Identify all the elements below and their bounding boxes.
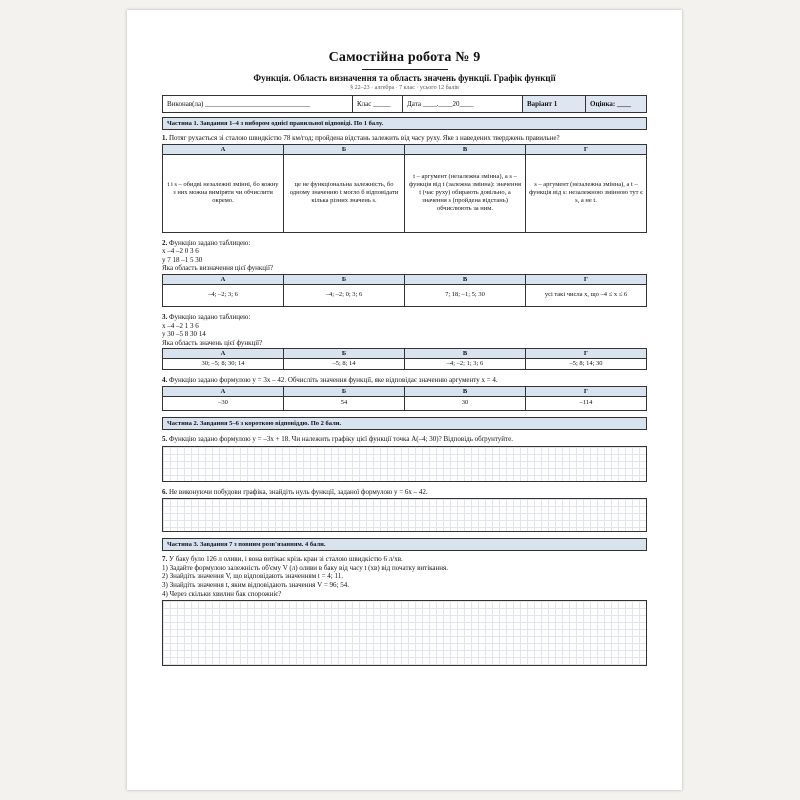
option-head-c: В <box>405 386 526 396</box>
option-b[interactable]: це не функціональна залежність, бо одному значенню t могло б відповідати кілька різних значень s. <box>284 154 405 232</box>
option-a[interactable]: 30; –5; 8; 30; 14 <box>163 359 284 370</box>
question-number: 3. <box>162 312 168 321</box>
question-number: 1. <box>162 134 168 142</box>
option-b[interactable]: –4; –2; 0; 3; 6 <box>284 284 405 306</box>
part-3-heading: Частина 3. Завдання 7 з повним розв'язанням. 4 бали. <box>162 538 647 551</box>
option-head-b: Б <box>284 386 405 396</box>
answer-table-1 <box>162 144 647 233</box>
option-head-d: Г <box>526 274 647 284</box>
question-number: 2. <box>162 238 168 247</box>
question-7 <box>162 555 647 564</box>
option-a[interactable]: –30 <box>163 396 284 410</box>
question-6 <box>162 488 647 497</box>
worksheet-page <box>127 10 682 790</box>
question-text: Функцію задано таблицею: <box>169 238 251 247</box>
option-c[interactable]: 30 <box>405 396 526 410</box>
option-b[interactable]: 54 <box>284 396 405 410</box>
answer-grid-6[interactable] <box>162 498 647 532</box>
answer-grid-5[interactable] <box>162 446 647 482</box>
option-head-a: А <box>163 144 284 154</box>
option-d[interactable]: –114 <box>526 396 647 410</box>
option-head-d: Г <box>526 386 647 396</box>
table-y-row: y 7 18 –1 5 30 <box>162 255 203 264</box>
question-text: Потяг рухається зі сталою швидкістю 78 км/год; пройдена відстань залежить від часу руху. Яке з наведених тверджень правильне? <box>169 134 560 142</box>
question-text: У баку було 126 л оливи, і вона витікає крізь кран зі сталою швидкістю 6 л/хв. <box>169 555 403 564</box>
option-head-b: Б <box>284 274 405 284</box>
answer-grid-7[interactable] <box>162 600 647 666</box>
part-2-heading: Частина 2. Завдання 5–6 з короткою відповіддю. По 2 бали. <box>162 417 647 430</box>
date-field[interactable]: Дата ____.____20____ <box>403 96 523 112</box>
option-b[interactable]: –5; 8; 14 <box>284 359 405 370</box>
table-x-row: x –4 –2 1 3 6 <box>162 321 199 330</box>
option-d[interactable]: s – аргумент (незалежна змінна), а t – функція від s: незалежною змінною тут є s, а не t. <box>526 154 647 232</box>
option-head-c: В <box>405 349 526 359</box>
option-d[interactable]: –5; 8; 14; 30 <box>526 359 647 370</box>
question-5 <box>162 435 647 444</box>
question-text: Не виконуючи побудови графіка, знайдіть нуль функції, заданої формулою y = 6x – 42. <box>169 487 428 496</box>
option-c[interactable]: 7; 18; –1; 5; 30 <box>405 284 526 306</box>
option-head-a: А <box>163 386 284 396</box>
question-prompt: Яка область значень цієї функції? <box>162 338 263 347</box>
subquestion-3: 3) Знайдіть значення t, яким відповідають значення V = 96; 54. <box>162 580 349 589</box>
worksheet-subtitle: Функція. Область визначення та область значень функції. Графік функції <box>253 73 556 83</box>
question-text: Функцію задано таблицею: <box>169 312 251 321</box>
student-name-field[interactable]: Виконав(ла) ______________________________ <box>163 96 353 112</box>
question-number: 7. <box>162 555 168 564</box>
option-c[interactable]: –4; –2; 1; 3; 6 <box>405 359 526 370</box>
question-number: 5. <box>162 434 168 443</box>
part-1-heading: Частина 1. Завдання 1–4 з вибором однієї правильної відповіді. По 1 балу. <box>162 117 647 130</box>
table-y-row: y 30 –5 8 30 14 <box>162 330 206 339</box>
option-d[interactable]: усі такі числа x, що –4 ≤ x ≤ 6 <box>526 284 647 306</box>
question-number: 6. <box>162 487 168 496</box>
question-prompt: Яка область визначення цієї функції? <box>162 264 274 273</box>
answer-table-4 <box>162 386 647 411</box>
class-field[interactable]: Клас _____ <box>353 96 403 112</box>
variant-label: Варіант 1 <box>523 96 586 112</box>
question-4 <box>162 376 647 385</box>
option-head-b: Б <box>284 349 405 359</box>
option-head-a: А <box>163 349 284 359</box>
answer-table-2 <box>162 274 647 307</box>
grade-field[interactable]: Оцінка: ____ <box>586 96 646 112</box>
option-head-c: В <box>405 144 526 154</box>
question-2 <box>162 239 647 248</box>
option-a[interactable]: t і s – обидві незалежні змінні, бо кожну з них можна виміряти чи обчислити окремо. <box>163 154 284 232</box>
answer-table-3 <box>162 348 647 370</box>
option-head-d: Г <box>526 349 647 359</box>
option-head-a: А <box>163 274 284 284</box>
subquestion-2: 2) Знайдіть значення V, що відповідають значенням t = 4; 11. <box>162 572 343 581</box>
worksheet-title: Самостійна робота № 9 <box>328 50 481 65</box>
title-underline <box>362 69 448 70</box>
worksheet-meta: § 22–23 · алгебра · 7 клас · усього 12 балів <box>350 85 459 91</box>
student-header <box>162 95 647 113</box>
option-head-c: В <box>405 274 526 284</box>
table-x-row: x –4 –2 0 3 6 <box>162 247 199 256</box>
question-1 <box>162 134 647 143</box>
option-c[interactable]: t – аргумент (незалежна змінна), а s – функція від t (залежна змінна): значення t (час руху) обирають довільно, а значення s (пройдена відстань) обчислюють за ним. <box>405 154 526 232</box>
question-number: 4. <box>162 376 168 385</box>
subquestion-4: 4) Через скільки хвилин бак спорожніє? <box>162 589 282 598</box>
subquestion-1: 1) Задайте формулою залежність об'єму V (л) оливи в баку від часу t (хв) від початку витікання. <box>162 563 449 572</box>
option-a[interactable]: –4; –2; 3; 6 <box>163 284 284 306</box>
question-text: Функцію задано формулою y = 3x – 42. Обчисліть значення функції, яке відповідає значенню аргументу x = 4. <box>169 376 498 385</box>
option-head-d: Г <box>526 144 647 154</box>
option-head-b: Б <box>284 144 405 154</box>
question-3 <box>162 313 647 322</box>
worksheet-content <box>162 10 647 666</box>
question-text: Функцію задано формулою y = –3x + 18. Чи належить графіку цієї функції точка A(–4; 30)? Відповідь обґрунтуйте. <box>169 434 513 443</box>
